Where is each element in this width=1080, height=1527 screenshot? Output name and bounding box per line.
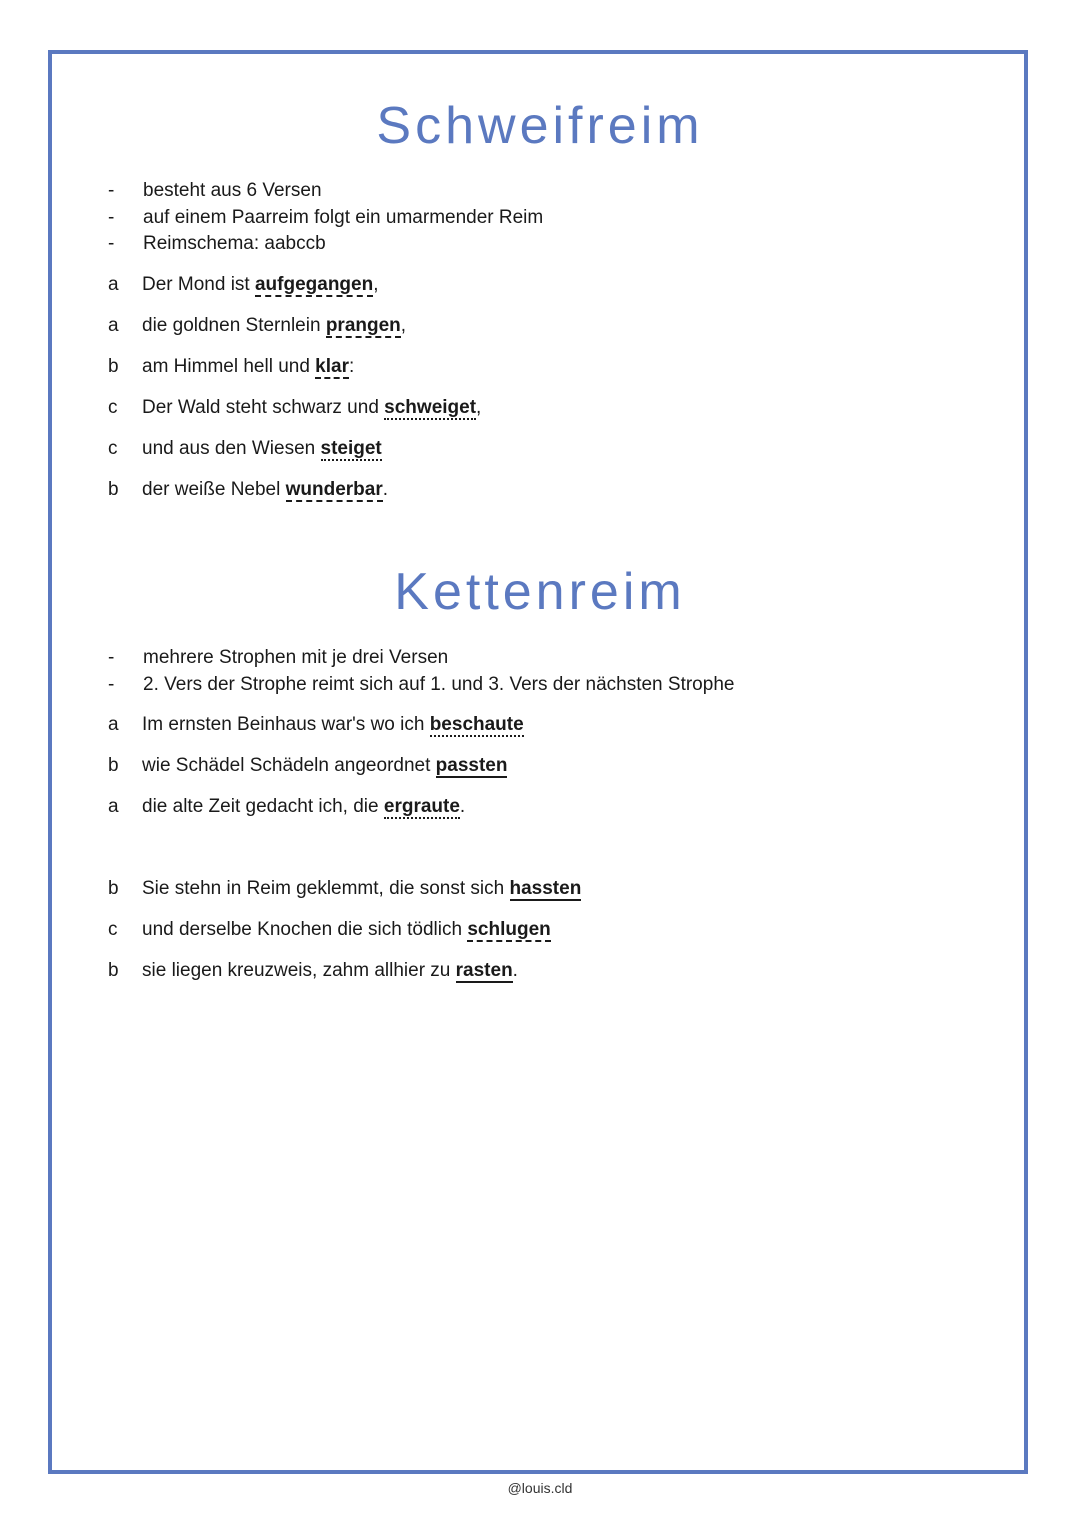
- rhyme-letter: c: [108, 438, 118, 459]
- rhyme-word: schweiget: [384, 397, 477, 418]
- bullet-list-kettenreim: [108, 645, 734, 698]
- footer-credit: @louis.cld: [507, 1480, 573, 1496]
- bullet-item: - auf einem Paarreim folgt ein umarmender Reim: [108, 206, 544, 228]
- verse-line: c Der Wald steht schwarz und schweiget,: [108, 397, 482, 418]
- rhyme-letter: a: [108, 714, 119, 735]
- verse-line: a Der Mond ist aufgegangen,: [108, 274, 379, 295]
- verse-line: a die alte Zeit gedacht ich, die ergraute.: [108, 796, 466, 817]
- rhyme-word: rasten: [455, 960, 513, 981]
- rhyme-letter: c: [108, 919, 118, 940]
- rhyme-word: steiget: [320, 438, 382, 459]
- verse-line: c und aus den Wiesen steiget: [108, 438, 382, 459]
- rhyme-letter: b: [108, 878, 119, 899]
- rhyme-word: schlugen: [467, 919, 551, 940]
- rhyme-letter: a: [108, 796, 119, 817]
- bullet-item: - 2. Vers der Strophe reimt sich auf 1. und 3. Vers der nächsten Strophe: [108, 673, 735, 695]
- rhyme-letter: b: [108, 960, 119, 981]
- bullet-list-schweifreim: [108, 178, 543, 258]
- rhyme-word: wunderbar: [285, 479, 383, 500]
- verse-line: b am Himmel hell und klar:: [108, 356, 355, 377]
- verse-line: b der weiße Nebel wunderbar.: [108, 479, 389, 500]
- bullet-item: - besteht aus 6 Versen: [108, 180, 322, 201]
- bullet-item: - mehrere Strophen mit je drei Versen: [108, 647, 449, 668]
- verse-line: b wie Schädel Schädeln angeordnet passten: [108, 755, 508, 776]
- rhyme-word: beschaute: [429, 714, 524, 735]
- rhyme-word: passten: [435, 755, 508, 776]
- section-title-kettenreim: Kettenreim: [394, 563, 686, 621]
- rhyme-letter: b: [108, 356, 119, 377]
- rhyme-word: klar: [315, 356, 349, 377]
- rhyme-word: hassten: [509, 878, 582, 899]
- rhyme-word: ergraute: [383, 796, 460, 817]
- verse-line: c und derselbe Knochen die sich tödlich schlugen: [108, 919, 551, 940]
- verse-line: a die goldnen Sternlein prangen,: [108, 315, 407, 336]
- rhyme-word: aufgegangen: [254, 274, 374, 295]
- verse-line: b Sie stehn in Reim geklemmt, die sonst sich hassten: [108, 878, 582, 899]
- verse-line: a Im ernsten Beinhaus war's wo ich beschaute: [108, 714, 524, 735]
- rhyme-letter: a: [108, 274, 119, 295]
- verse-line: b sie liegen kreuzweis, zahm allhier zu rasten.: [108, 960, 518, 981]
- rhyme-letter: b: [108, 479, 119, 500]
- section-title-schweifreim: Schweifreim: [376, 97, 704, 155]
- rhyme-letter: b: [108, 755, 119, 776]
- rhyme-letter: a: [108, 315, 119, 336]
- rhyme-letter: c: [108, 397, 118, 418]
- rhyme-word: prangen: [325, 315, 401, 336]
- bullet-item: - Reimschema: aabccb: [108, 233, 326, 254]
